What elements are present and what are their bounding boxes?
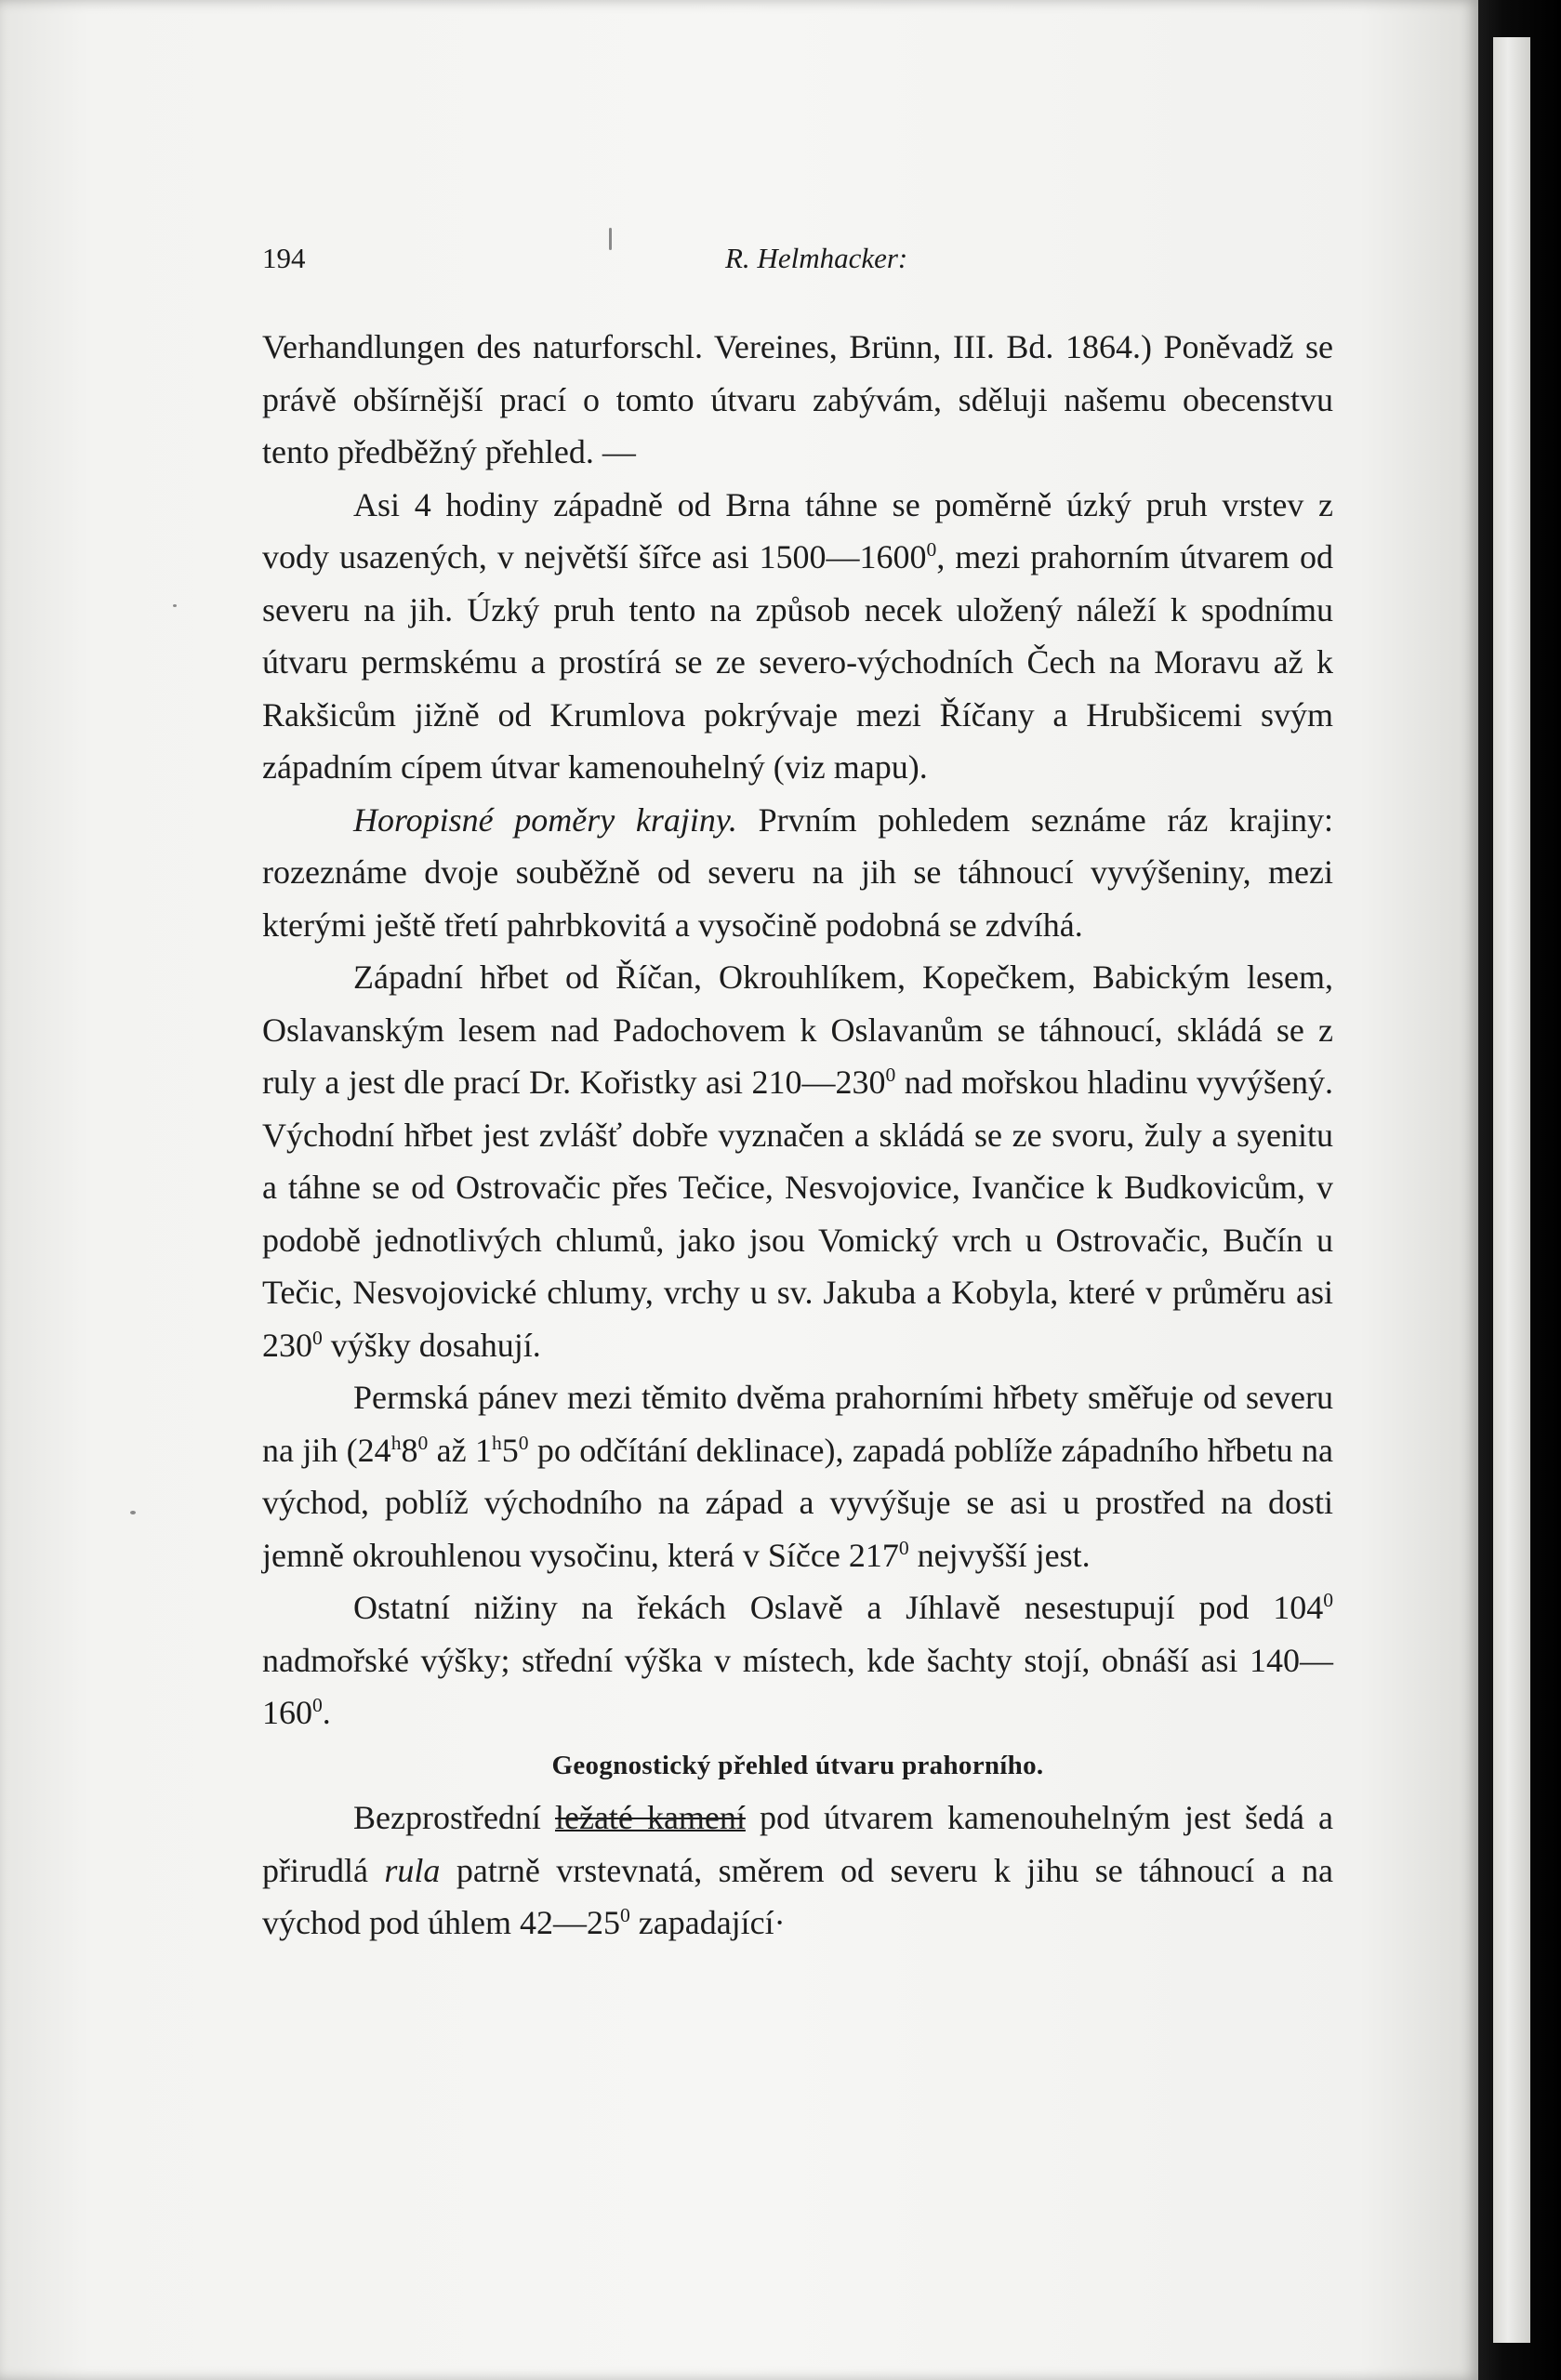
paragraph-5: Permská pánev mezi těmito dvěma prahorními hřbety směřuje od severu na jih ($24^h8^0$ až $1^h5^0$ po odčítání deklinace), zapadá poblíže západního hřbetu na východ, poblíž východního na západ a vyvýšuje se asi u prostřed na dosti jemně okrouhlenou vysočinu, která v Síčce $217^0$ nejvyšší jest. [262,1379,1333,1574]
section-title-horopisne: Horopisné poměry krajiny. [353,800,737,839]
paragraph-4: Západní hřbet od Říčan, Okrouhlíkem, Kopečkem, Babickým lesem, Oslavanským lesem nad Padochovem k Oslavanům se táhnoucí, skládá se z ruly a jest dle prací Dr. Kořistky asi $210—230^0$ nad mořskou hladinu vyvýšený. Východní hřbet jest zvlášť dobře vyznačen a skládá se ze svoru, žuly a syenitu a táhne se od Ostrovačic přes Tečice, Nesvojovice, Ivančice k Budkovicům, v podobě jednotlivých chlumů, jako jsou Vomický vrch u Ostrovačic, Bučín u Tečic, Nesvojovické chlumy, vrchy u sv. Jakuba a Kobyla, které v průměru asi $230^0$ výšky dosahují. [262,959,1333,1364]
section-heading: Geognostický přehled útvaru prahorního. [551,1750,1044,1780]
struck-through-text: ležaté kamení [554,1799,746,1836]
page-number: 194 [262,242,306,274]
paragraph-1: Verhandlungen des naturforschl. Vereines, Brünn, III. Bd. 1864.) Poněvadž se právě obšírnější prací o tomto útvaru zabývám, sděluji našemu obecenstvu tento předběžný přehled. — [262,328,1333,470]
paragraph-3: Horopisné poměry krajiny. Prvním pohledem seznáme ráz krajiny: rozeznáme dvoje souběžně od severu na jih se táhnoucí vyvýšeniny, mezi kterými ještě třetí pahrbkovitá a vysočině podobná se zdvíhá. [262,800,1333,944]
paragraph-6: Ostatní nižiny na řekách Oslavě a Jíhlavě nesestupují pod $104^0$ nadmořské výšky; střední výška v místech, kde šachty stojí, obnáší asi $140—160^0$. [262,1589,1333,1731]
scan-edge-page-strip [1493,37,1530,2343]
paragraph-7: Bezprostřední ležaté kamení pod útvarem kamenouhelným jest šedá a přirudlá rula patrně vrstevnatá, směrem od severu k jihu se táhnoucí a na východ pod úhlem $42—25^0$ zapadající· [262,1799,1333,1941]
paragraph-2: Asi 4 hodiny západně od Brna táhne se poměrně úzký pruh vrstev z vody usazených, v největší šířce asi 1500—1600$^0$, mezi prahorním útvarem od severu na jih. Úzký pruh tento na způsob necek uložený náleží k spodnímu útvaru permskému a prostírá se ze severo-východních Čech na Moravu až k Rakšicům jižně od Krumlova pokrývaje mezi Říčany a Hrubšicemi svým západním cípem útvar kamenouhelný (viz mapu). [262,485,1334,786]
page-header [262,242,1331,288]
running-head: R. Helmhacker: [725,242,908,274]
paper-speck [173,604,177,607]
body-text [262,321,1333,1950]
paper-speck [609,228,612,250]
paper-speck [130,1511,136,1514]
